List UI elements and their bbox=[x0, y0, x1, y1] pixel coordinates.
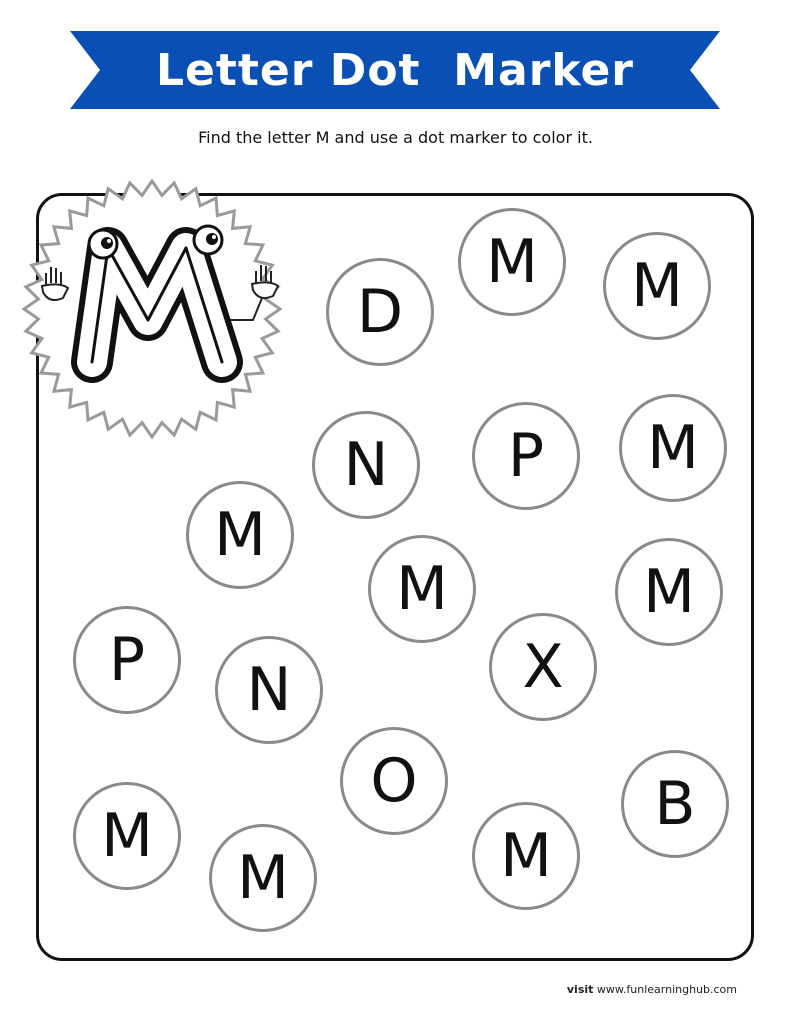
dot-circle[interactable]: M bbox=[368, 535, 476, 643]
dot-circle[interactable]: M bbox=[458, 208, 566, 316]
dot-circle[interactable]: N bbox=[312, 411, 420, 519]
dot-circle[interactable]: M bbox=[619, 394, 727, 502]
title-banner bbox=[70, 31, 720, 109]
dot-circle[interactable]: M bbox=[209, 824, 317, 932]
dot-circle[interactable]: P bbox=[73, 606, 181, 714]
mascot-badge bbox=[18, 170, 286, 448]
dot-circle[interactable]: M bbox=[73, 782, 181, 890]
dot-circle[interactable]: N bbox=[215, 636, 323, 744]
dot-circle[interactable]: M bbox=[186, 481, 294, 589]
dot-circle[interactable]: M bbox=[472, 802, 580, 910]
dot-circle[interactable]: M bbox=[615, 538, 723, 646]
dot-circle[interactable]: P bbox=[472, 402, 580, 510]
dot-circle[interactable]: X bbox=[489, 613, 597, 721]
footer-visit-label: visit bbox=[566, 983, 594, 996]
instructions-text: Find the letter M and use a dot marker to color it. bbox=[198, 128, 593, 147]
dot-circle[interactable]: M bbox=[603, 232, 711, 340]
footer-url: www.funlearninghub.com bbox=[596, 983, 737, 996]
page-title: Letter Dot Marker bbox=[155, 44, 635, 96]
footer-credit bbox=[567, 983, 737, 996]
dot-circle[interactable]: B bbox=[621, 750, 729, 858]
dot-circle[interactable]: D bbox=[326, 258, 434, 366]
dot-circle[interactable]: O bbox=[340, 727, 448, 835]
